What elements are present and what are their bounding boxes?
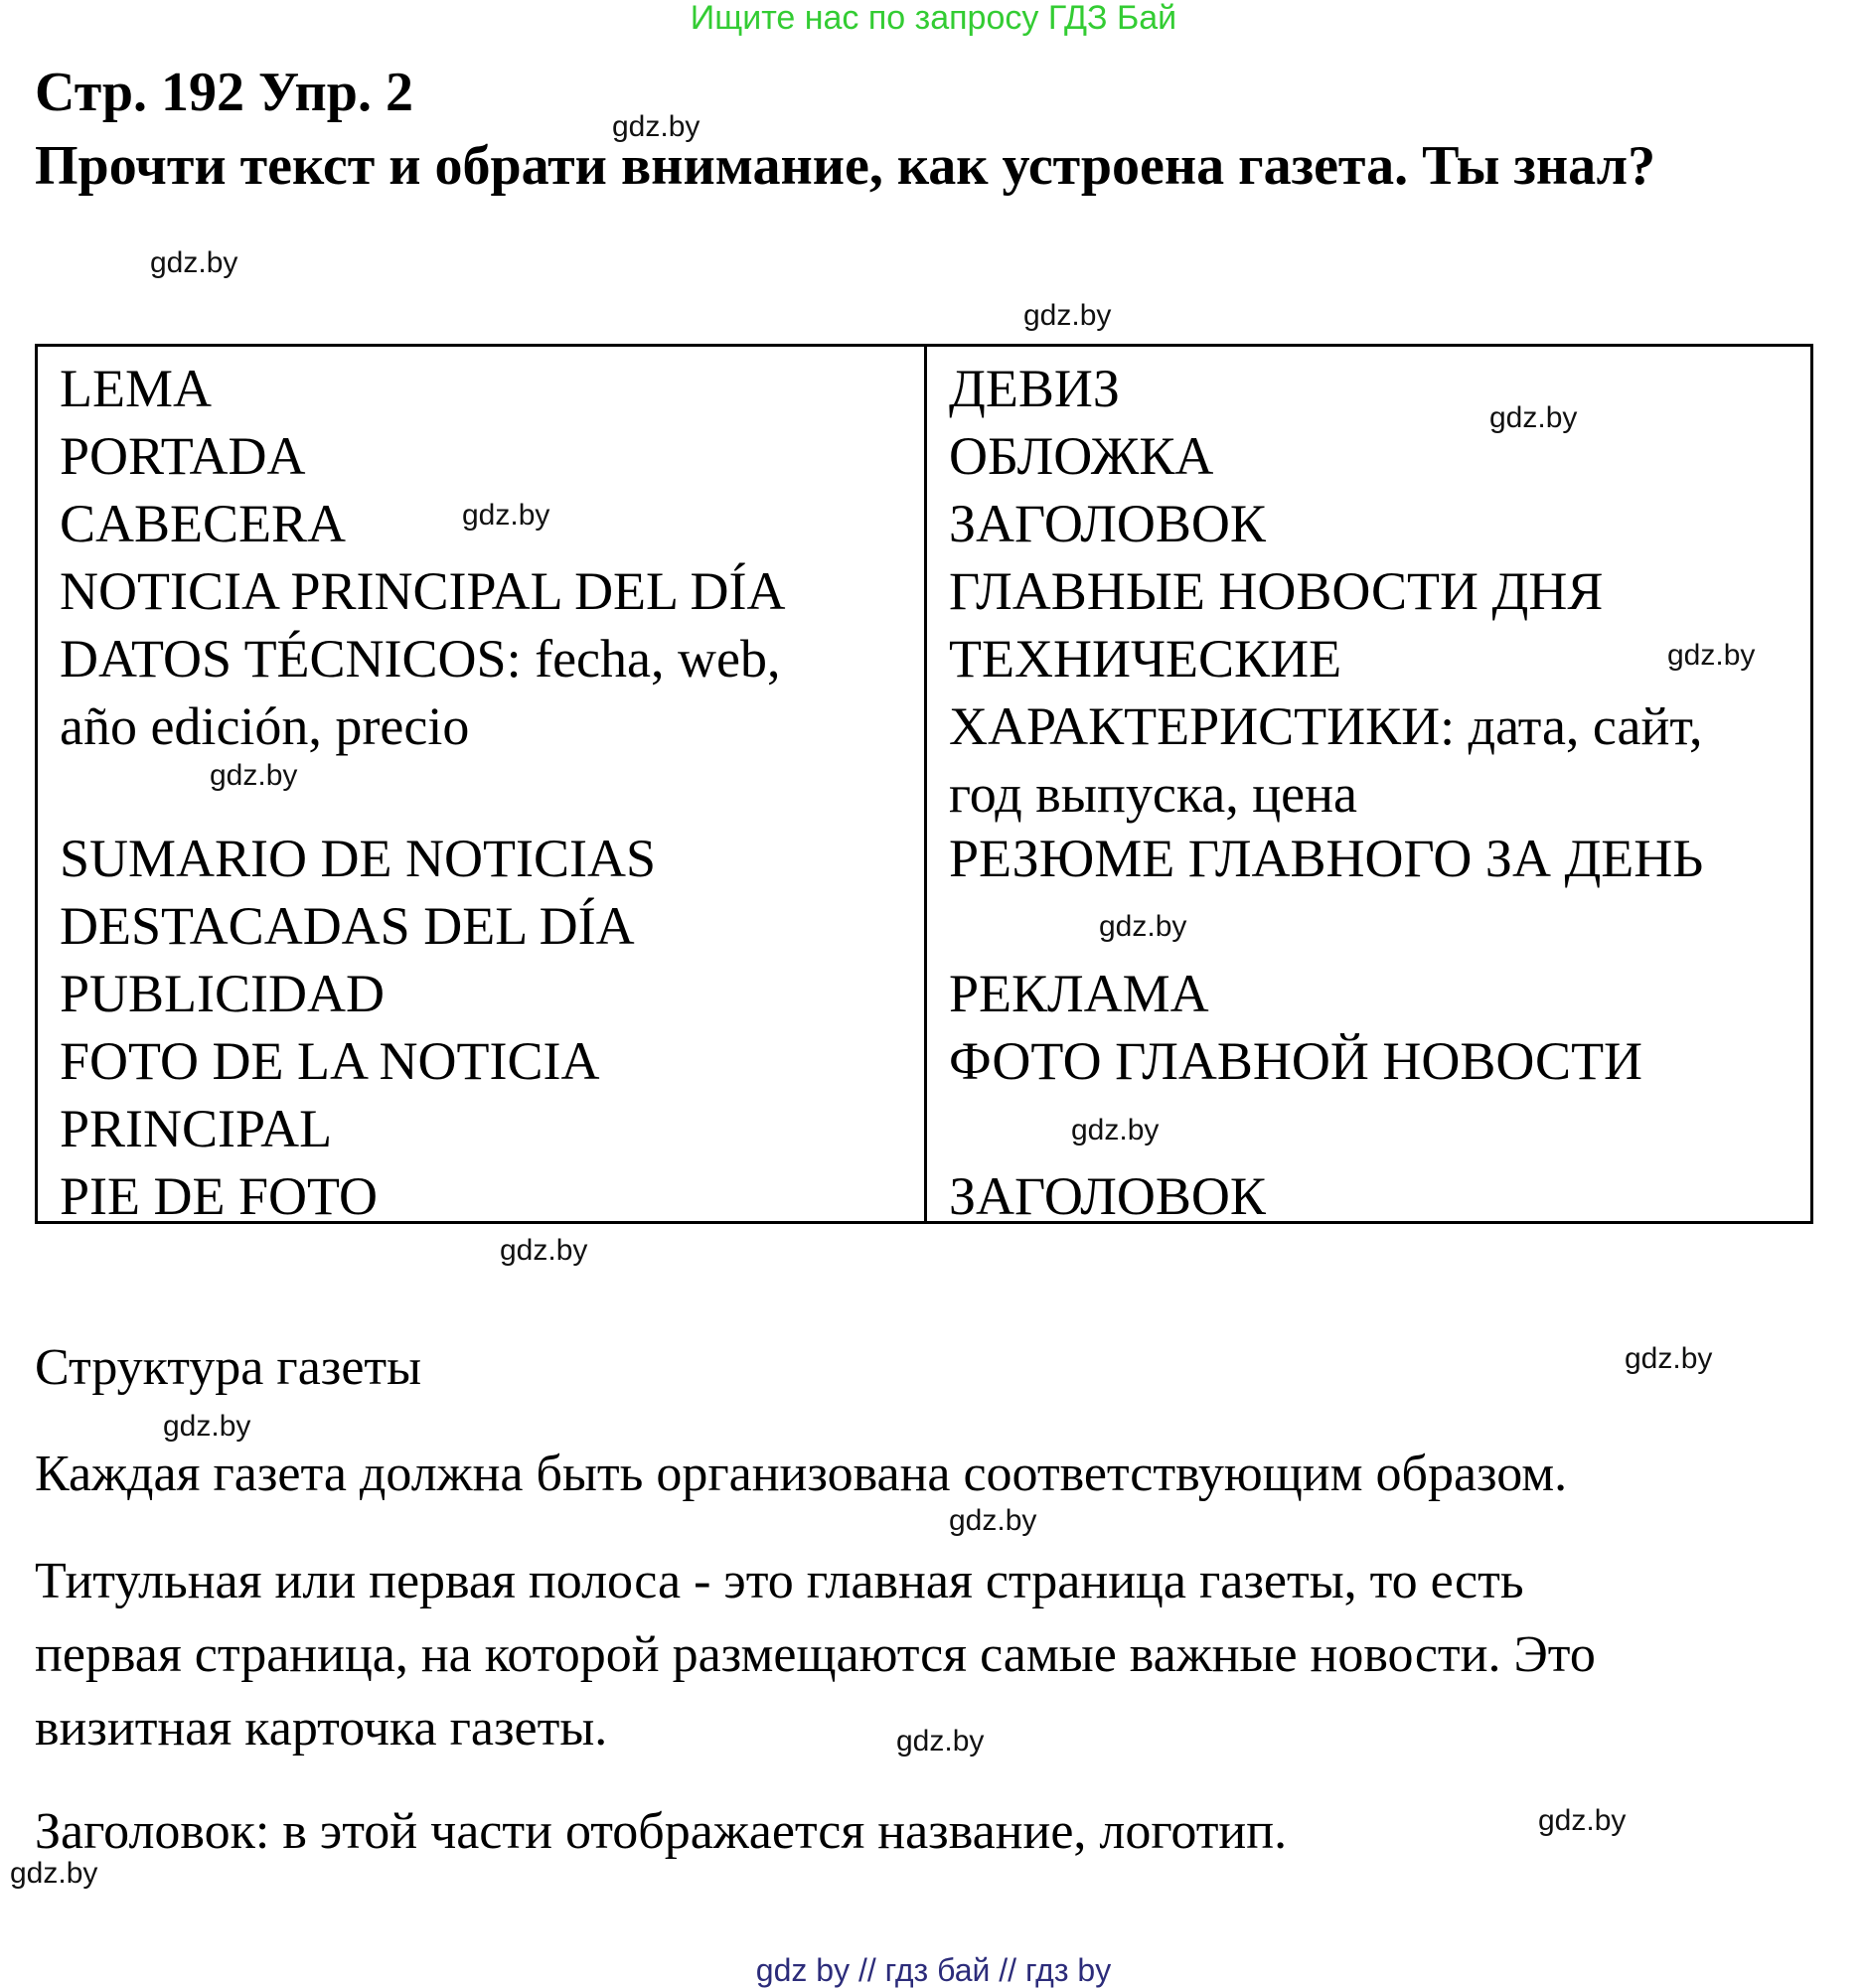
watermark: gdz.by xyxy=(462,499,550,532)
watermark: gdz.by xyxy=(1625,1342,1713,1375)
vocabulary-table xyxy=(35,344,1813,1224)
watermark: gdz.by xyxy=(1538,1804,1627,1837)
table-cell-right: ДЕВИЗ xyxy=(949,359,1120,418)
table-cell-left: PIE DE FOTO xyxy=(60,1166,379,1226)
exercise-instruction: Прочти текст и обрати внимание, как устроена газета. Ты знал? xyxy=(35,135,1656,197)
table-cell-left: PUBLICIDAD xyxy=(60,964,386,1023)
table-cell-right: ЗАГОЛОВОК xyxy=(949,494,1266,553)
watermark: gdz.by xyxy=(612,110,700,143)
paragraph-2-line: визитная карточка газеты. xyxy=(35,1700,608,1757)
table-cell-right: РЕЗЮМЕ ГЛАВНОГО ЗА ДЕНЬ xyxy=(949,829,1704,888)
section-heading: Структура газеты xyxy=(35,1339,422,1396)
watermark: gdz.by xyxy=(1023,299,1112,332)
table-cell-left: SUMARIO DE NOTICIAS xyxy=(60,829,657,888)
table-cell-right: ЗАГОЛОВОК xyxy=(949,1166,1266,1226)
table-cell-right: РЕКЛАМА xyxy=(949,964,1209,1023)
table-cell-left: LEMA xyxy=(60,359,212,418)
watermark: gdz.by xyxy=(896,1725,985,1758)
watermark: gdz.by xyxy=(10,1857,98,1890)
watermark: gdz.by xyxy=(163,1410,251,1443)
watermark: gdz.by xyxy=(1099,910,1187,943)
table-cell-left: PORTADA xyxy=(60,426,306,486)
watermark: gdz.by xyxy=(1489,401,1578,434)
watermark: gdz.by xyxy=(1071,1114,1160,1147)
watermark: gdz.by xyxy=(210,759,298,792)
paragraph-2-line: первая страница, на которой размещаются самые важные новости. Это xyxy=(35,1626,1596,1683)
table-cell-left: CABECERA xyxy=(60,494,347,553)
table-cell-right: ТЕХНИЧЕСКИЕ xyxy=(949,629,1342,688)
table-cell-left: FOTO DE LA NOTICIA xyxy=(60,1031,600,1091)
table-cell-left: NOTICIA PRINCIPAL DEL DÍA xyxy=(60,561,786,621)
watermark: gdz.by xyxy=(1667,639,1756,672)
paragraph-3: Заголовок: в этой части отображается название, логотип. xyxy=(35,1803,1288,1860)
table-cell-right: ГЛАВНЫЕ НОВОСТИ ДНЯ xyxy=(949,561,1604,621)
table-cell-left: DATOS TÉCNICOS: fecha, web, xyxy=(60,629,781,688)
watermark: gdz.by xyxy=(500,1234,588,1267)
column-divider xyxy=(924,347,927,1221)
watermark: gdz.by xyxy=(949,1504,1037,1537)
page-title: Стр. 192 Упр. 2 xyxy=(35,62,413,123)
table-cell-left: PRINCIPAL xyxy=(60,1099,333,1158)
table-cell-right: год выпуска, цена xyxy=(949,764,1357,824)
paragraph-2-line: Титульная или первая полоса - это главная страница газеты, то есть xyxy=(35,1553,1524,1609)
table-cell-left: DESTACADAS DEL DÍA xyxy=(60,896,635,956)
top-banner: Ищите нас по запросу ГДЗ Бай xyxy=(690,0,1177,37)
watermark: gdz.by xyxy=(150,246,238,279)
table-cell-right: ХАРАКТЕРИСТИКИ: дата, сайт, xyxy=(949,696,1703,756)
table-cell-left: año edición, precio xyxy=(60,696,470,756)
table-cell-right: ОБЛОЖКА xyxy=(949,426,1214,486)
paragraph-1: Каждая газета должна быть организована соответствующим образом. xyxy=(35,1446,1568,1502)
footer-links: gdz by // гдз бай // гдз by xyxy=(755,1952,1112,1988)
table-cell-right: ФОТО ГЛАВНОЙ НОВОСТИ xyxy=(949,1031,1643,1091)
